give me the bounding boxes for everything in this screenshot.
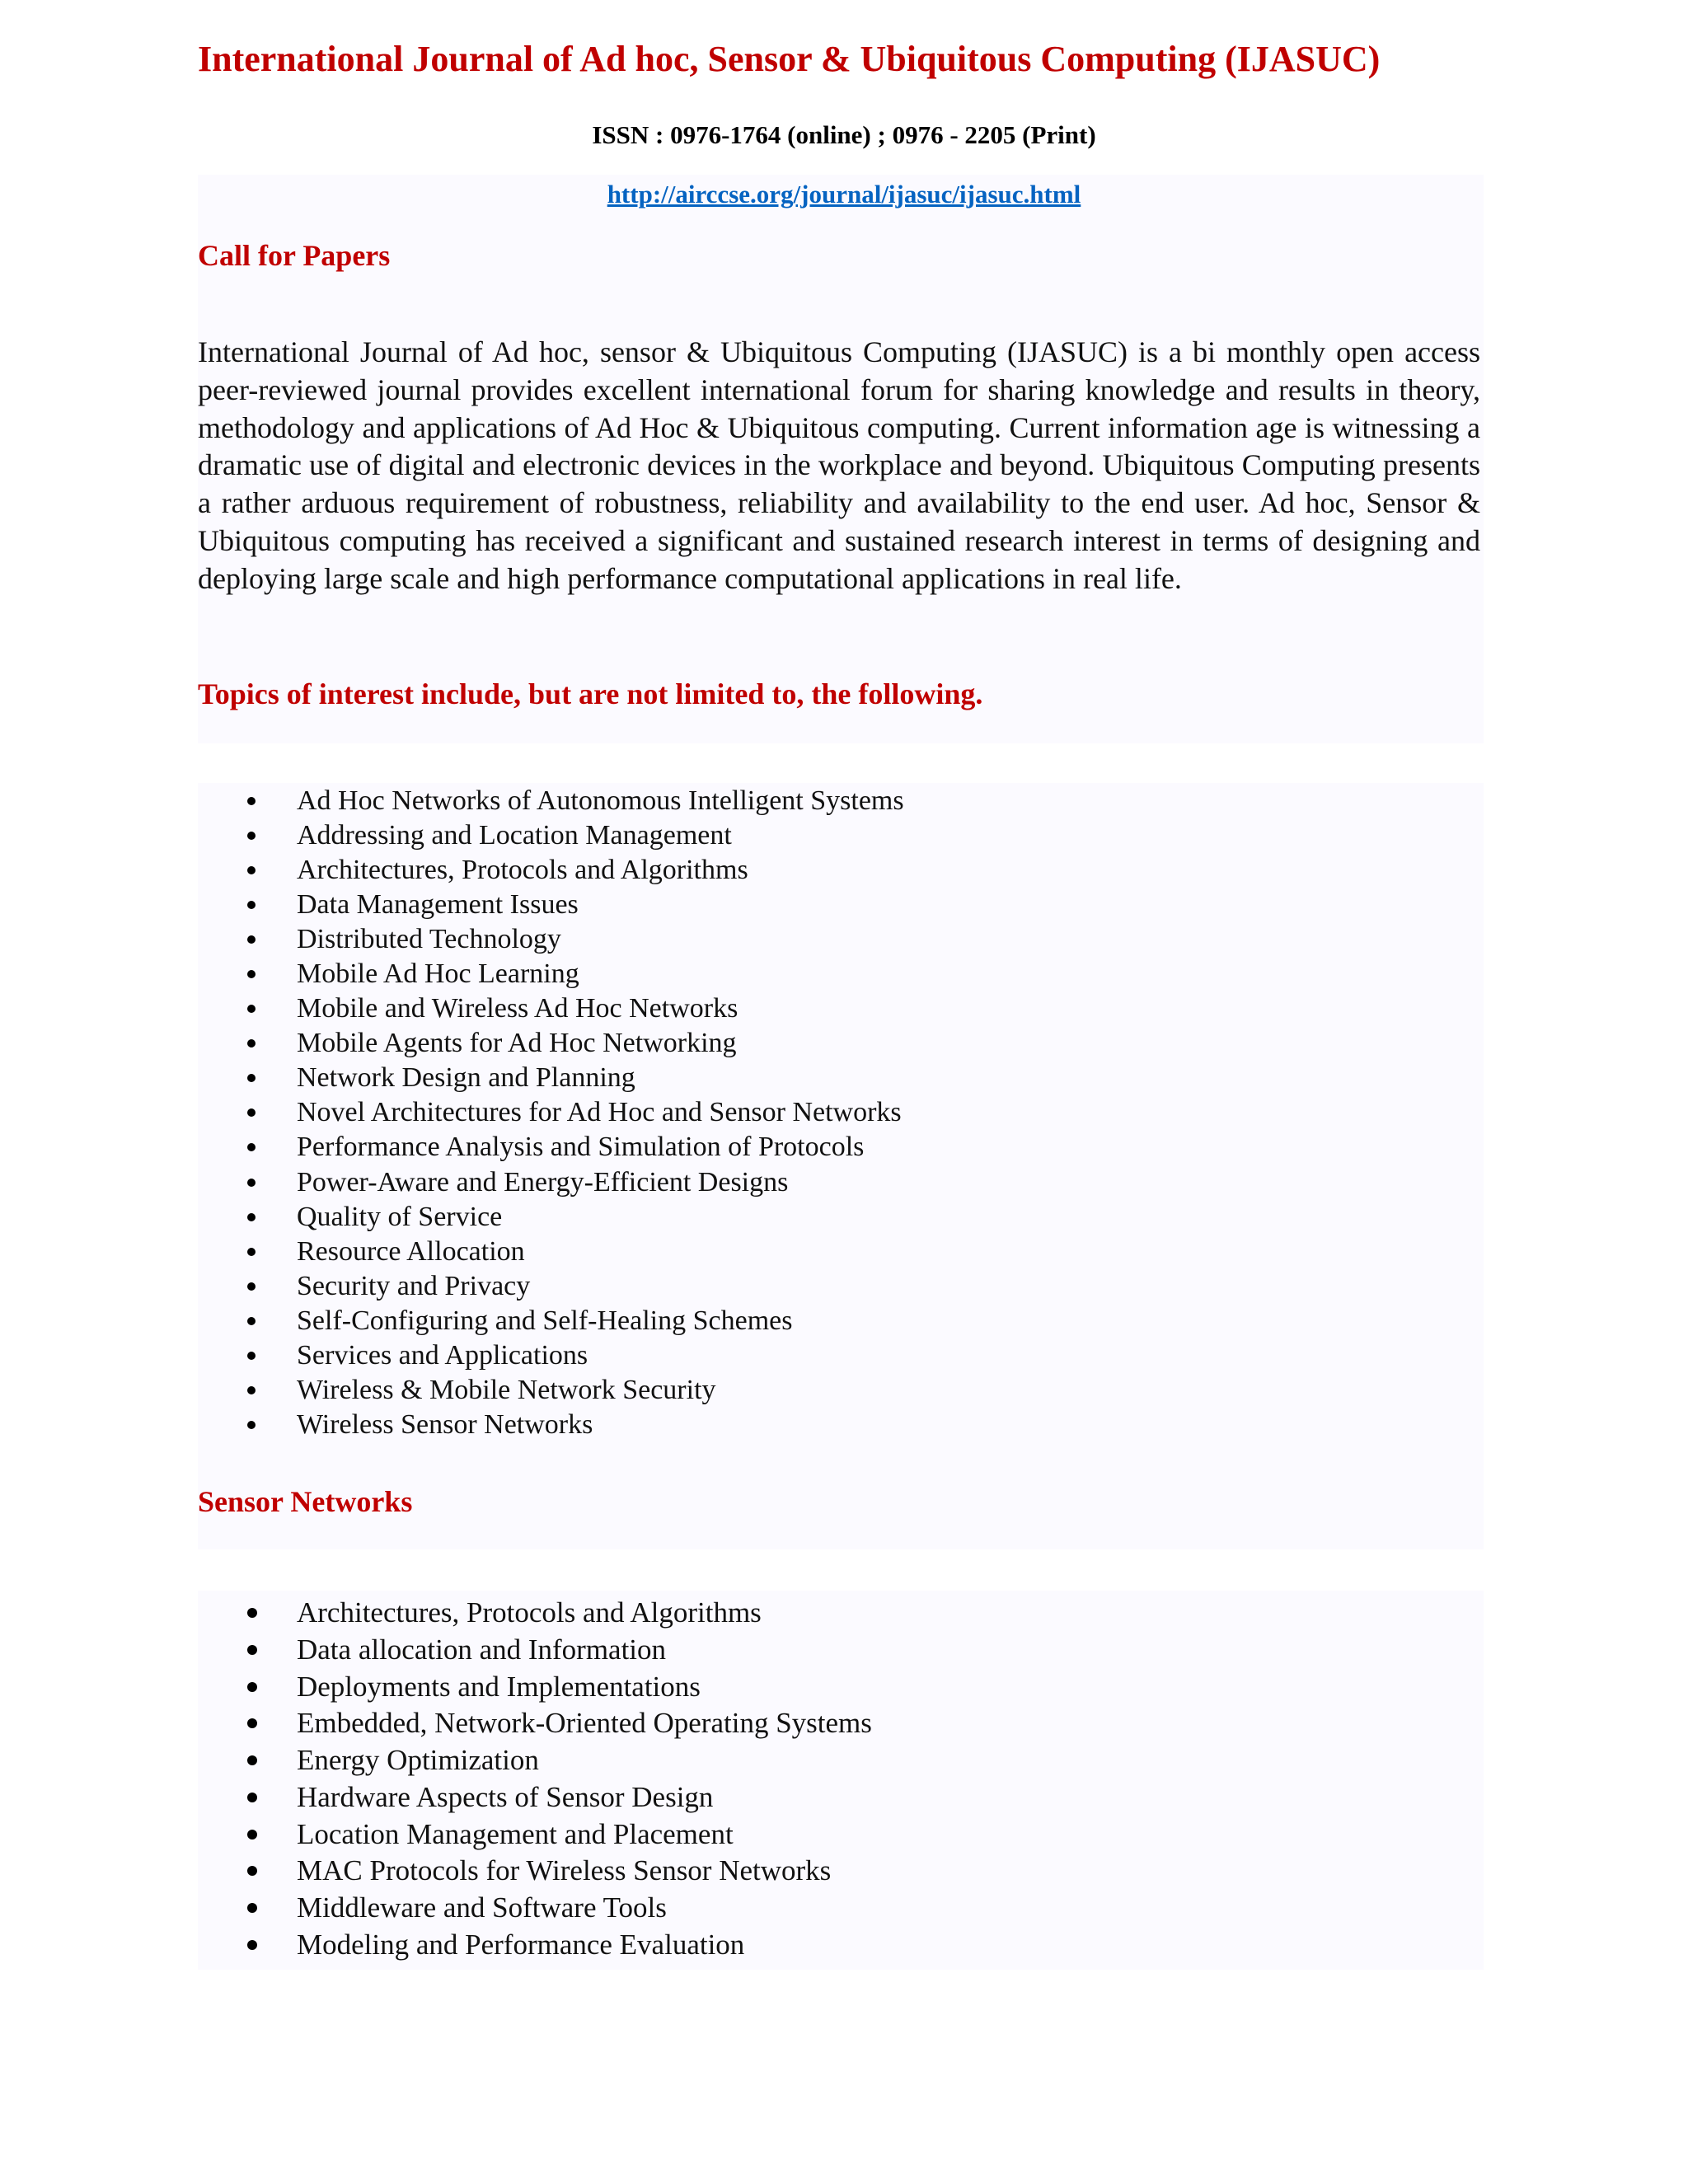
list-item-text: Network Design and Planning xyxy=(297,1062,635,1094)
list-item-text: Mobile Agents for Ad Hoc Networking xyxy=(297,1028,737,1059)
journal-url-link[interactable]: http://airccse.org/journal/ijasuc/ijasuc.html xyxy=(607,180,1081,209)
list-item-text: Modeling and Performance Evaluation xyxy=(297,1928,745,1961)
list-item-text: Performance Analysis and Simulation of Protocols xyxy=(297,1132,865,1163)
bullet-icon xyxy=(247,1682,257,1692)
bullet-icon xyxy=(247,1213,256,1221)
list-item-text: Self-Configuring and Self-Healing Schemes xyxy=(297,1305,793,1336)
journal-url-line xyxy=(0,176,1688,213)
list-item-text: Energy Optimization xyxy=(297,1744,539,1776)
topics-heading: Topics of interest include, but are not limited to, the following. xyxy=(198,677,983,710)
list-item-text: Quality of Service xyxy=(297,1201,503,1232)
list-item-text: Services and Applications xyxy=(297,1339,588,1371)
bullet-icon xyxy=(247,1903,257,1913)
list-item-text: Wireless & Mobile Network Security xyxy=(297,1374,716,1405)
bullet-icon xyxy=(247,1793,257,1802)
bullet-icon xyxy=(247,1830,257,1840)
list-item-text: Wireless Sensor Networks xyxy=(297,1408,593,1440)
list-item-text: Novel Architectures for Ad Hoc and Sensor Networks xyxy=(297,1097,902,1128)
list-item-text: Data allocation and Information xyxy=(297,1633,667,1666)
list-item-text: Deployments and Implementations xyxy=(297,1670,701,1703)
bullet-icon xyxy=(247,1421,256,1429)
list-item-text: Architectures, Protocols and Algorithms xyxy=(297,1596,762,1629)
bullet-icon xyxy=(247,1645,257,1655)
list-item-text: Addressing and Location Management xyxy=(297,820,732,851)
list-item-text: Embedded, Network-Oriented Operating Systems xyxy=(297,1707,872,1740)
issn-line: ISSN : 0976-1764 (online) ; 0976 - 2205 (Print) xyxy=(592,120,1096,149)
list-item-text: Security and Privacy xyxy=(297,1270,531,1301)
bullet-icon xyxy=(247,1386,256,1394)
bullet-icon xyxy=(247,1317,256,1325)
list-item-text: Location Management and Placement xyxy=(297,1817,734,1850)
bullet-icon xyxy=(247,1179,256,1187)
bullet-icon xyxy=(247,832,256,840)
bullet-icon xyxy=(247,1608,257,1618)
intro-paragraph: International Journal of Ad hoc, sensor & Ubiquitous Computing (IJASUC) is a bi monthly open access peer-reviewed journal provides excellent international forum for sharing knowledge and results in theory, methodology and applications of Ad Hoc & Ubiquitous computing. Current information age is witnessing a dramatic use of digital and electronic devices in the workplace and beyond. Ubiquitous Computing presents a rather arduous requirement of robustness, reliability and availability to the end user. Ad hoc, Sensor & Ubiquitous computing has received a significant and sustained research interest in terms of designing and deploying large scale and high performance computational applications in real life. xyxy=(198,335,1480,595)
call-for-papers-heading: Call for Papers xyxy=(198,239,391,272)
list-item-text: Mobile Ad Hoc Learning xyxy=(297,958,579,990)
list-item-text: Power-Aware and Energy-Efficient Designs xyxy=(297,1166,789,1197)
list-item-text: Resource Allocation xyxy=(297,1235,525,1267)
sensor-networks-heading: Sensor Networks xyxy=(198,1485,413,1518)
list-item-text: MAC Protocols for Wireless Sensor Networks xyxy=(297,1854,832,1887)
bullet-icon xyxy=(247,1940,257,1950)
list-item-text: Ad Hoc Networks of Autonomous Intelligent Systems xyxy=(297,785,904,816)
list-item-text: Hardware Aspects of Sensor Design xyxy=(297,1780,714,1813)
bullet-icon xyxy=(247,1755,257,1765)
bullet-icon xyxy=(247,1248,256,1256)
list-item-text: Mobile and Wireless Ad Hoc Networks xyxy=(297,993,738,1024)
list-item-text: Data Management Issues xyxy=(297,889,579,921)
list-item-text: Middleware and Software Tools xyxy=(297,1891,667,1924)
bullet-icon xyxy=(247,797,256,805)
list-item-text: Architectures, Protocols and Algorithms xyxy=(297,855,748,886)
bullet-icon xyxy=(247,1352,256,1360)
list-item-text: Distributed Technology xyxy=(297,924,561,955)
journal-title: International Journal of Ad hoc, Sensor & Ubiquitous Computing (IJASUC) xyxy=(198,39,1381,79)
bullet-icon xyxy=(247,1282,256,1291)
